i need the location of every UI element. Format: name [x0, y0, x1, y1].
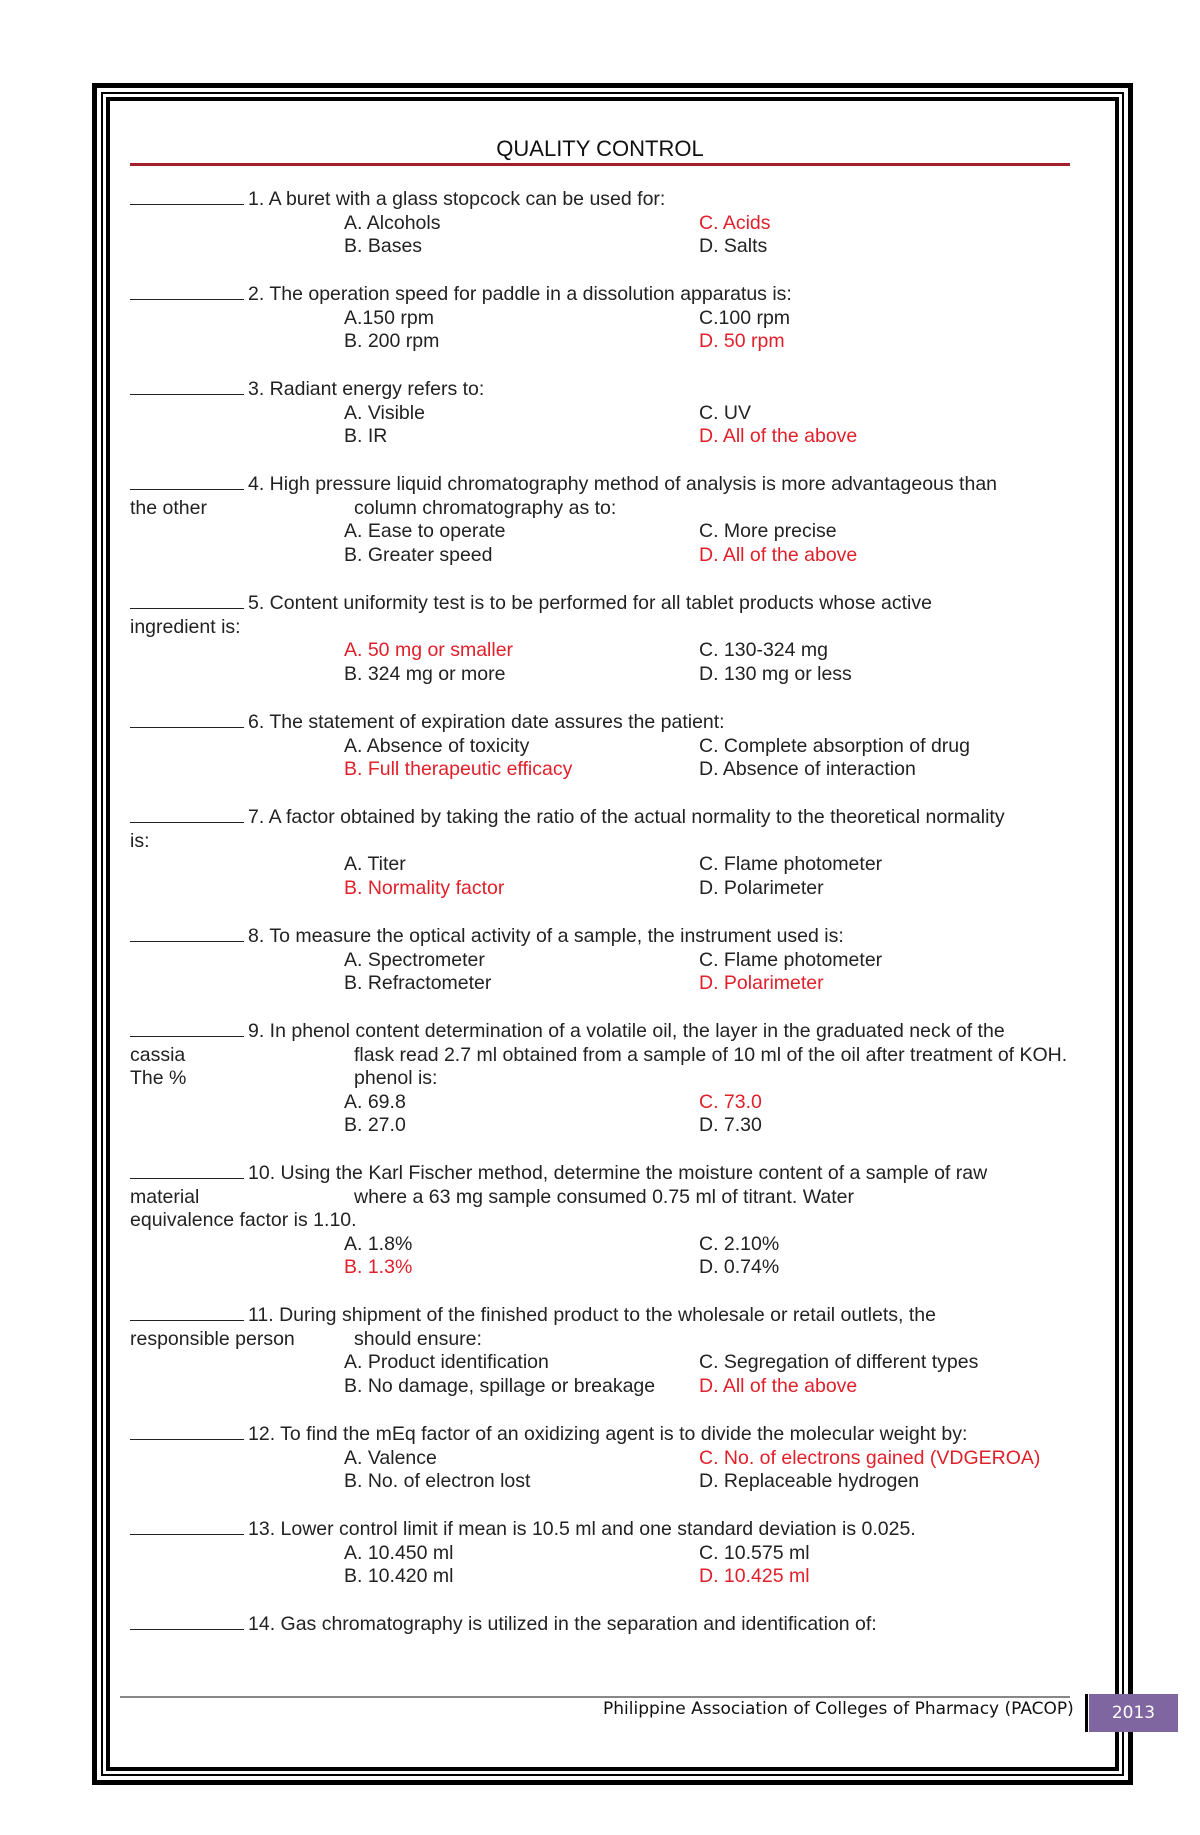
question-stem: [130, 925, 1070, 949]
question-text: 9. In phenol content determination of a volatile oil, the layer in the graduated neck of the: [248, 1020, 1005, 1042]
continuation-lead: equivalence factor is 1.10.: [130, 1209, 357, 1231]
answer-option: A. Alcohols: [344, 211, 441, 234]
answer-blank[interactable]: [130, 806, 244, 823]
question-text: 4. High pressure liquid chromatography method of analysis is more advantageous than: [248, 473, 998, 495]
answer-option: D. 7.30: [699, 1114, 762, 1136]
answer-option: D. Absence of interaction: [699, 758, 916, 780]
answer-option-correct: D. 50 rpm: [699, 330, 785, 352]
continuation-text: where a 63 mg sample consumed 0.75 ml of titrant. Water: [354, 1185, 855, 1208]
question-stem: [130, 1162, 1070, 1186]
answer-option: B. 10.420 ml: [344, 1565, 454, 1587]
answer-option: C.100 rpm: [699, 306, 791, 329]
continuation-lead: material: [130, 1185, 200, 1208]
answer-option: C. Segregation of different types: [699, 1351, 979, 1373]
question-13: [130, 1518, 1070, 1589]
answer-option: A. 1.8%: [344, 1232, 413, 1255]
answer-option: A. Product identification: [344, 1351, 549, 1373]
answer-options: [344, 639, 1070, 686]
answer-option: D. Replaceable hydrogen: [699, 1470, 920, 1492]
footer-organization: Philippine Association of Colleges of Pharmacy (PACOP): [603, 1699, 1074, 1719]
question-stem: [130, 283, 1070, 307]
question-10: [130, 1162, 1070, 1280]
answer-options: [344, 1233, 1070, 1280]
question-text: 6. The statement of expiration date assures the patient:: [248, 711, 725, 733]
answer-option: B. Refractometer: [344, 972, 492, 994]
question-9: [130, 1020, 1070, 1138]
answer-option-correct: C. Acids: [699, 211, 771, 234]
question-text: 12. To find the mEq factor of an oxidizing agent is to divide the molecular weight by:: [248, 1423, 968, 1445]
answer-options: [344, 1542, 1070, 1589]
answer-option: C. 10.575 ml: [699, 1541, 810, 1564]
answer-option-correct: D. All of the above: [699, 1374, 858, 1397]
question-stem: [130, 1613, 1070, 1637]
answer-blank[interactable]: [130, 1020, 244, 1037]
answer-blank[interactable]: [130, 378, 244, 395]
answer-option: B. No damage, spillage or breakage: [344, 1374, 656, 1397]
answer-option-correct: D. 10.425 ml: [699, 1565, 810, 1587]
continuation-text: flask read 2.7 ml obtained from a sample of 10 ml of the oil after treatment of KOH.: [354, 1043, 1068, 1066]
question-stem: [130, 473, 1070, 497]
question-5: [130, 592, 1070, 686]
question-14: [130, 1613, 1070, 1637]
answer-option: B. Bases: [344, 235, 423, 257]
answer-option: A. 10.450 ml: [344, 1541, 454, 1564]
answer-option: A. Spectrometer: [344, 948, 485, 971]
question-continuation: [130, 616, 1070, 640]
question-text: 2. The operation speed for paddle in a dissolution apparatus is:: [248, 283, 792, 305]
question-stem: [130, 1518, 1070, 1542]
answer-blank[interactable]: [130, 473, 244, 490]
answer-option-correct: C. No. of electrons gained (VDGEROA): [699, 1446, 1041, 1469]
question-11: [130, 1304, 1070, 1398]
continuation-text: phenol is:: [354, 1067, 438, 1089]
question-continuation: [130, 1209, 1070, 1233]
question-8: [130, 925, 1070, 996]
answer-option-correct: B. Normality factor: [344, 876, 505, 899]
footer-separator: [1085, 1694, 1088, 1732]
title-underline: [130, 163, 1070, 166]
answer-option: A. Absence of toxicity: [344, 734, 530, 757]
footer-year-badge: 2013: [1089, 1694, 1178, 1732]
answer-blank[interactable]: [130, 1518, 244, 1535]
answer-option: C. Flame photometer: [699, 948, 883, 971]
question-6: [130, 711, 1070, 782]
question-1: [130, 188, 1070, 259]
question-stem: [130, 711, 1070, 735]
answer-option: B. 27.0: [344, 1114, 406, 1136]
answer-option: A.150 rpm: [344, 306, 434, 329]
question-2: [130, 283, 1070, 354]
answer-option-correct: A. 50 mg or smaller: [344, 639, 514, 661]
answer-blank[interactable]: [130, 1423, 244, 1440]
question-stem: [130, 806, 1070, 830]
question-3: [130, 378, 1070, 449]
answer-option: B. Greater speed: [344, 543, 493, 566]
answer-options: [344, 402, 1070, 449]
answer-option: A. Ease to operate: [344, 520, 506, 542]
question-continuation: [130, 830, 1070, 854]
answer-option: C. More precise: [699, 520, 837, 542]
answer-option-correct: B. 1.3%: [344, 1256, 413, 1278]
question-continuation: [130, 1186, 1070, 1210]
page-title: QUALITY CONTROL: [496, 136, 704, 161]
question-stem: [130, 1423, 1070, 1447]
answer-option: C. UV: [699, 401, 752, 424]
question-stem: [130, 378, 1070, 402]
question-text: 14. Gas chromatography is utilized in the separation and identification of:: [248, 1613, 877, 1635]
answer-options: [344, 212, 1070, 259]
question-continuation: [130, 1044, 1070, 1068]
answer-option: B. 324 mg or more: [344, 662, 506, 685]
answer-option: B. 200 rpm: [344, 330, 440, 352]
answer-blank[interactable]: [130, 283, 244, 300]
continuation-lead: is:: [130, 829, 150, 852]
answer-option-correct: C. 73.0: [699, 1090, 762, 1113]
question-continuation: [130, 1328, 1070, 1352]
answer-option: A. Valence: [344, 1446, 437, 1469]
question-text: 7. A factor obtained by taking the ratio of the actual normality to the theoretical normality: [248, 806, 1005, 828]
question-4: [130, 473, 1070, 567]
answer-blank[interactable]: [130, 1162, 244, 1179]
continuation-lead: The %: [130, 1067, 187, 1089]
question-continuation: [130, 497, 1070, 521]
question-text: 8. To measure the optical activity of a sample, the instrument used is:: [248, 925, 844, 947]
answer-options: [344, 853, 1070, 900]
answer-options: [344, 735, 1070, 782]
answer-option-correct: D. All of the above: [699, 425, 858, 447]
answer-options: [344, 949, 1070, 996]
answer-option: C. Complete absorption of drug: [699, 734, 970, 757]
answer-option: A. Visible: [344, 401, 425, 424]
answer-option: D. Polarimeter: [699, 876, 824, 899]
answer-options: [344, 1447, 1070, 1494]
answer-option: C. Flame photometer: [699, 853, 883, 875]
answer-blank[interactable]: [130, 1304, 244, 1321]
question-text: 10. Using the Karl Fischer method, determine the moisture content of a sample of raw: [248, 1162, 988, 1184]
question-text: 3. Radiant energy refers to:: [248, 378, 485, 400]
answer-option: A. 69.8: [344, 1090, 406, 1113]
question-continuation: [130, 1067, 1070, 1091]
answer-option: C. 2.10%: [699, 1232, 780, 1255]
continuation-text: should ensure:: [354, 1327, 482, 1350]
answer-options: [344, 1091, 1070, 1138]
question-text: 11. During shipment of the finished product to the wholesale or retail outlets, the: [248, 1304, 936, 1326]
footer-divider: [120, 1696, 1070, 1698]
question-stem: [130, 592, 1070, 616]
answer-option-correct: B. Full therapeutic efficacy: [344, 758, 573, 780]
answer-option: C. 130-324 mg: [699, 639, 828, 661]
continuation-lead: the other: [130, 496, 207, 519]
answer-options: [344, 520, 1070, 567]
answer-option: D. 130 mg or less: [699, 662, 852, 685]
question-text: 5. Content uniformity test is to be performed for all tablet products whose active: [248, 592, 932, 614]
question-text: 13. Lower control limit if mean is 10.5 ml and one standard deviation is 0.025.: [248, 1518, 916, 1540]
answer-blank[interactable]: [130, 188, 244, 205]
answer-option: B. No. of electron lost: [344, 1470, 531, 1492]
continuation-text: column chromatography as to:: [354, 496, 617, 519]
answer-option: B. IR: [344, 425, 388, 447]
question-stem: [130, 188, 1070, 212]
answer-blank[interactable]: [130, 1613, 244, 1630]
continuation-lead: cassia: [130, 1043, 186, 1066]
answer-blank[interactable]: [130, 711, 244, 728]
answer-option: D. 0.74%: [699, 1256, 780, 1278]
answer-options: [344, 1351, 1070, 1398]
answer-blank[interactable]: [130, 925, 244, 942]
question-text: 1. A buret with a glass stopcock can be used for:: [248, 188, 666, 210]
continuation-lead: responsible person: [130, 1327, 295, 1350]
question-stem: [130, 1020, 1070, 1044]
answer-option-correct: D. Polarimeter: [699, 972, 824, 994]
answer-option: D. Salts: [699, 235, 768, 257]
answer-option: A. Titer: [344, 853, 406, 875]
continuation-lead: ingredient is:: [130, 615, 241, 638]
question-7: [130, 806, 1070, 900]
answer-blank[interactable]: [130, 592, 244, 609]
question-stem: [130, 1304, 1070, 1328]
answer-options: [344, 307, 1070, 354]
answer-option-correct: D. All of the above: [699, 543, 858, 566]
question-12: [130, 1423, 1070, 1494]
